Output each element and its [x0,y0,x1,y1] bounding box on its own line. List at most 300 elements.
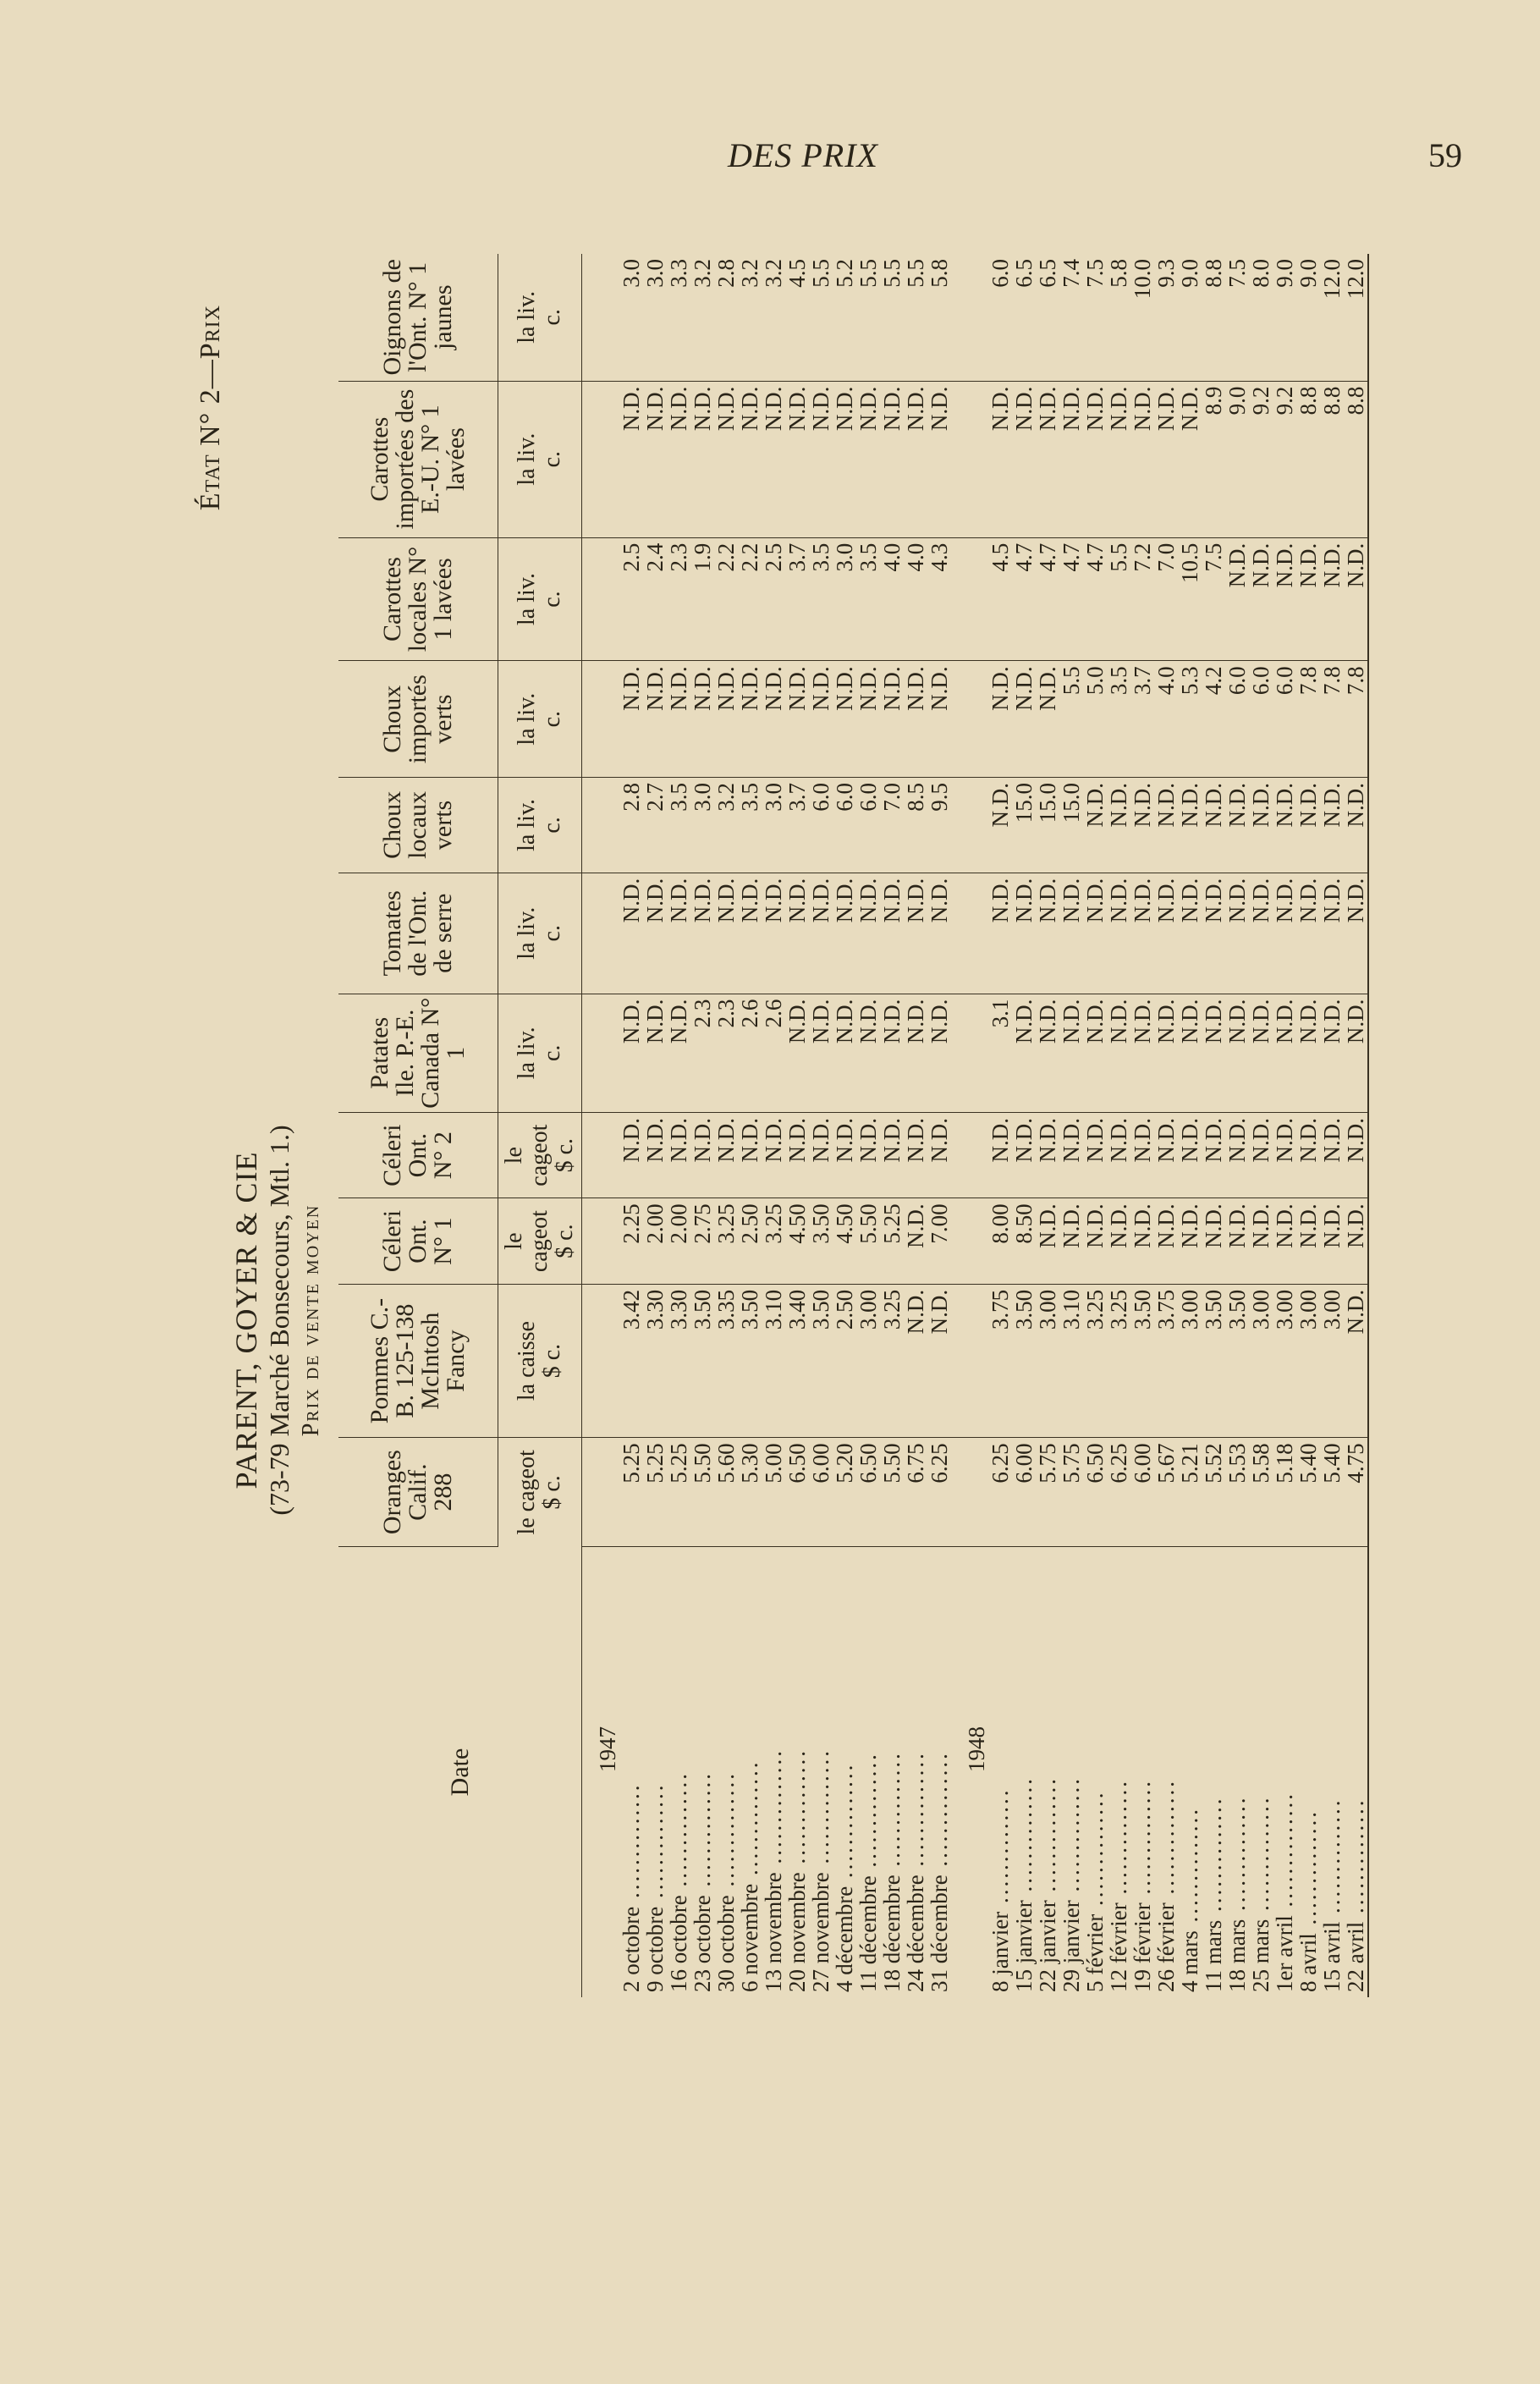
price-cell: 15.0 [1036,778,1059,873]
price-cell: N.D. [1012,381,1036,537]
price-cell: 8.5 [904,778,927,873]
year-row [582,254,620,1997]
column-currency-label: c. [539,450,565,468]
leader-dots: .............. [1248,1795,1273,1919]
price-cell: 5.5 [809,254,833,381]
empty-cell [582,381,620,537]
price-cell: 2.8 [714,254,738,381]
price-cell: 6.25 [1107,1438,1130,1547]
empty-cell [951,1198,988,1284]
price-cell: N.D. [1202,1198,1225,1284]
price-cell: 7.4 [1059,254,1083,381]
price-cell: 9.0 [1296,254,1320,381]
price-cell: 6.0 [809,778,833,873]
table-row [1225,254,1249,1997]
table-row [1273,254,1296,1997]
price-cell: N.D. [1249,994,1273,1112]
price-cell: N.D. [643,994,667,1112]
price-cell: N.D. [1012,994,1036,1112]
price-cell: N.D. [1296,1198,1320,1284]
price-cell: N.D. [762,381,785,537]
table-row [690,254,714,1997]
price-cell: N.D. [1036,994,1059,1112]
price-cell: N.D. [988,381,1012,537]
empty-cell [582,537,620,661]
price-cell: N.D. [1344,537,1368,661]
leader-dots: .............. [879,1751,905,1875]
price-cell: 5.8 [927,254,951,381]
leader-dots: .............. [642,1782,668,1907]
empty-cell [951,1284,988,1438]
price-cell: 5.52 [1202,1438,1225,1547]
price-cell: N.D. [1130,381,1154,537]
column-header: Pommes C.-B. 125-138 McIntosh Fancy [338,1284,498,1438]
price-cell: N.D. [1130,873,1154,994]
price-cell: 5.25 [667,1438,690,1547]
column-header-date: Date [338,1547,582,1998]
price-cell: N.D. [1178,1198,1202,1284]
date-cell [1202,1547,1225,1998]
price-cell: N.D. [1107,1112,1130,1198]
price-cell: 9.0 [1178,254,1202,381]
price-cell: 3.75 [988,1284,1012,1438]
price-cell: 5.50 [880,1438,904,1547]
table-row [1178,254,1202,1997]
price-cell: 4.0 [904,537,927,661]
price-cell: 7.5 [1225,254,1249,381]
price-cell: 3.00 [856,1284,880,1438]
leader-dots: .............. [1082,1790,1108,1914]
price-cell: N.D. [833,873,856,994]
empty-cell [582,873,620,994]
price-cell: 2.6 [762,994,785,1112]
price-cell: N.D. [1202,873,1225,994]
table-row [1344,254,1368,1997]
column-unit [498,537,582,661]
price-cell: N.D. [619,873,643,994]
price-cell: 3.0 [690,778,714,873]
price-cell: N.D. [1083,1198,1107,1284]
price-cell: 3.25 [1107,1284,1130,1438]
price-cell: N.D. [1225,1112,1249,1198]
price-cell: 3.35 [714,1284,738,1438]
column-header: Céleri Ont. N° 1 [338,1198,498,1284]
price-cell: 3.2 [762,254,785,381]
price-cell: N.D. [1154,778,1178,873]
table-row [927,254,951,1997]
leader-dots: .............. [737,1759,762,1884]
price-cell: N.D. [738,873,762,994]
price-cell: N.D. [1320,1112,1344,1198]
price-cell: 4.50 [785,1198,809,1284]
empty-cell [582,994,620,1112]
empty-cell [951,537,988,661]
price-cell: 3.25 [714,1198,738,1284]
price-cell: N.D. [1225,1198,1249,1284]
price-cell: 3.00 [1249,1284,1273,1438]
leader-dots: .............. [1059,1776,1084,1901]
leader-dots: .............. [855,1752,881,1876]
price-cell: 5.5 [1107,537,1130,661]
date-cell [1178,1547,1202,1998]
price-cell: N.D. [1344,873,1368,994]
price-cell: 12.0 [1344,254,1368,381]
date-text: 18 mars [1224,1919,1250,1992]
empty-cell [951,1438,988,1547]
price-cell: N.D. [1320,994,1344,1112]
column-header: Tomates de l'Ont. de serre [338,873,498,994]
price-cell: N.D. [619,381,643,537]
price-cell: 3.50 [809,1198,833,1284]
price-cell: N.D. [809,381,833,537]
price-cell: N.D. [619,661,643,778]
price-cell: 7.8 [1320,661,1344,778]
price-cell: N.D. [1154,1198,1178,1284]
date-cell [1083,1547,1107,1998]
column-currency-label: $ c. [552,1137,578,1173]
price-cell: N.D. [1320,1198,1344,1284]
price-cell: N.D. [785,994,809,1112]
price-cell: N.D. [856,994,880,1112]
price-cell: N.D. [714,381,738,537]
price-cell: 5.40 [1296,1438,1320,1547]
column-currency-label: c. [539,309,565,326]
column-header: Céleri Ont. N° 2 [338,1112,498,1198]
price-cell: 3.30 [667,1284,690,1438]
price-cell: N.D. [1154,873,1178,994]
price-cell: N.D. [1225,537,1249,661]
price-cell: 3.5 [667,778,690,873]
price-cell: 2.4 [643,537,667,661]
price-cell: 3.10 [762,1284,785,1438]
date-cell [1273,1547,1296,1998]
price-cell: N.D. [1344,1112,1368,1198]
price-cell: 5.25 [880,1198,904,1284]
price-cell: 3.7 [785,778,809,873]
empty-cell [951,1112,988,1198]
price-cell: 6.0 [856,778,880,873]
table-row [1036,254,1059,1997]
price-cell: N.D. [1107,381,1130,537]
price-cell: 6.75 [904,1438,927,1547]
price-cell: N.D. [904,381,927,537]
date-cell [1320,1547,1344,1998]
date-cell [1249,1547,1273,1998]
price-cell: 6.0 [988,254,1012,381]
price-cell: 2.5 [762,537,785,661]
price-cell: N.D. [1225,778,1249,873]
price-cell: 5.50 [856,1198,880,1284]
date-cell [667,1547,690,1998]
price-cell: 6.25 [927,1438,951,1547]
price-cell: N.D. [667,873,690,994]
price-cell: N.D. [1107,1198,1130,1284]
table-body [582,254,1369,1997]
table-row [1154,254,1178,1997]
price-cell: 5.67 [1154,1438,1178,1547]
column-unit [498,254,582,381]
price-cell: N.D. [1273,1112,1296,1198]
price-cell: N.D. [1036,1112,1059,1198]
date-cell [762,1547,785,1998]
price-cell: 5.75 [1036,1438,1059,1547]
price-cell: N.D. [880,661,904,778]
price-cell: 4.50 [833,1198,856,1284]
price-cell: N.D. [1012,873,1036,994]
price-cell: 5.25 [643,1438,667,1547]
empty-cell [951,381,988,537]
price-cell: N.D. [1178,778,1202,873]
price-cell: N.D. [1273,537,1296,661]
column-unit-label: la liv. [514,692,540,746]
price-cell: N.D. [714,1112,738,1198]
leader-dots: .............. [1272,1792,1297,1916]
price-cell: 4.5 [785,254,809,381]
leader-dots: .............. [808,1748,833,1873]
year-row [951,254,988,1997]
price-cell: N.D. [714,873,738,994]
price-cell: 1.9 [690,537,714,661]
price-cell: 3.00 [1296,1284,1320,1438]
price-cell: N.D. [1273,994,1296,1112]
price-cell: 3.25 [880,1284,904,1438]
date-cell [833,1547,856,1998]
date-text: 5 février [1082,1913,1108,1992]
price-cell: N.D. [1344,1284,1368,1438]
price-cell: N.D. [1083,994,1107,1112]
price-cell: N.D. [1083,381,1107,537]
date-cell [904,1547,927,1998]
price-cell: 6.25 [988,1438,1012,1547]
price-cell: N.D. [1130,778,1154,873]
empty-cell [582,1438,620,1547]
price-cell: N.D. [1154,1112,1178,1198]
price-cell: 3.50 [738,1284,762,1438]
empty-cell [951,873,988,994]
price-cell: 7.0 [1154,537,1178,661]
etat-label: État N° 2—Prix [195,305,226,511]
price-cell: N.D. [1344,778,1368,873]
date-text: 26 février [1153,1902,1179,1992]
date-text: 4 décembre [832,1886,857,1992]
price-cell: N.D. [809,1112,833,1198]
price-cell: N.D. [988,873,1012,994]
date-cell [1296,1547,1320,1998]
price-cell: N.D. [1296,994,1320,1112]
price-cell: 3.50 [1012,1284,1036,1438]
column-unit [498,381,582,537]
price-cell: 9.3 [1154,254,1178,381]
table-row [619,254,643,1997]
empty-cell [951,994,988,1112]
price-cell: 9.2 [1273,381,1296,537]
price-cell: 3.2 [714,778,738,873]
price-cell: 2.7 [643,778,667,873]
leader-dots: .............. [1130,1779,1155,1903]
table-row [1083,254,1107,1997]
price-cell: N.D. [809,873,833,994]
price-cell: N.D. [1083,1112,1107,1198]
table-row [809,254,833,1997]
price-cell: N.D. [690,873,714,994]
price-cell: N.D. [988,1112,1012,1198]
price-cell: 4.7 [1083,537,1107,661]
price-cell: 2.6 [738,994,762,1112]
table-row [988,254,1012,1997]
price-cell: N.D. [785,1112,809,1198]
price-cell: 9.0 [1273,254,1296,381]
price-cell: 5.20 [833,1438,856,1547]
price-cell: 8.00 [988,1198,1012,1284]
column-header: Carottes locales N° 1 lavées [338,537,498,661]
column-currency-label: $ c. [539,1475,565,1510]
table-row [762,254,785,1997]
price-cell: N.D. [833,381,856,537]
price-cell: N.D. [856,873,880,994]
price-cell: 3.5 [856,537,880,661]
column-unit-label: la liv. [514,432,540,486]
price-cell: 5.21 [1178,1438,1202,1547]
price-cell: N.D. [1296,778,1320,873]
column-header: Oignons de l'Ont. N° 1 jaunes [338,254,498,381]
price-cell: N.D. [1130,994,1154,1112]
price-cell: 6.5 [1012,254,1036,381]
price-cell: 5.0 [1083,661,1107,778]
price-table [338,254,1369,1997]
price-cell: N.D. [1059,994,1083,1112]
price-cell: N.D. [785,873,809,994]
date-text: 6 novembre [737,1883,762,1992]
price-cell: N.D. [667,994,690,1112]
date-cell [880,1547,904,1998]
price-cell: 5.3 [1178,661,1202,778]
price-cell: 7.8 [1344,661,1368,778]
date-text: 24 décembre [903,1875,928,1992]
price-cell: 5.5 [1059,661,1083,778]
date-cell [809,1547,833,1998]
price-cell: N.D. [1059,873,1083,994]
column-unit [498,1438,582,1547]
date-text: 20 novembre [784,1872,810,1992]
price-cell: 5.60 [714,1438,738,1547]
date-text: 27 novembre [808,1872,833,1992]
date-cell [785,1547,809,1998]
date-cell [1225,1547,1249,1998]
date-text: 15 avril [1319,1921,1345,1992]
year-label: 1948 [964,1726,989,1772]
price-cell: 2.3 [690,994,714,1112]
price-cell: N.D. [856,381,880,537]
table-row [1059,254,1083,1997]
price-cell: N.D. [1320,873,1344,994]
column-unit-label: la caisse [514,1321,540,1401]
price-cell: 9.2 [1249,381,1273,537]
price-cell: 5.50 [690,1438,714,1547]
price-cell: 2.00 [667,1198,690,1284]
column-header: Choux locaux verts [338,778,498,873]
price-cell: N.D. [904,994,927,1112]
empty-cell [582,778,620,873]
leader-dots: .............. [1319,1798,1345,1922]
date-text: 11 mars [1201,1919,1226,1992]
column-currency-label: $ c. [552,1224,578,1258]
price-cell: 3.0 [762,778,785,873]
price-cell: N.D. [1273,873,1296,994]
date-text: 12 février [1106,1902,1131,1992]
price-cell: 3.7 [1130,661,1154,778]
price-cell: 5.40 [1320,1438,1344,1547]
column-unit [498,661,582,778]
price-cell: 6.50 [1083,1438,1107,1547]
leader-dots: .............. [987,1787,1013,1912]
price-cell: N.D. [643,1112,667,1198]
price-cell: 2.3 [714,994,738,1112]
date-text: 19 février [1130,1902,1155,1992]
price-cell: N.D. [1059,381,1083,537]
empty-cell [582,1284,620,1438]
price-cell: 3.0 [833,537,856,661]
table-caption: Prix de vente moyen [298,1203,324,1437]
price-cell: N.D. [619,1112,643,1198]
price-cell: 8.8 [1320,381,1344,537]
price-cell: 3.5 [738,778,762,873]
date-cell [643,1547,667,1998]
date-text: 8 janvier [987,1911,1013,1992]
price-cell: 4.7 [1036,537,1059,661]
table-title: PARENT, GOYER & CIE [229,1151,263,1489]
price-cell: N.D. [1344,1198,1368,1284]
price-cell: 5.53 [1225,1438,1249,1547]
price-cell: N.D. [690,1112,714,1198]
table-row [643,254,667,1997]
column-unit-label: la liv. [514,573,540,625]
price-cell: 5.25 [619,1438,643,1547]
column-currency-label: c. [539,925,565,942]
price-cell: N.D. [988,778,1012,873]
date-text: 29 janvier [1059,1900,1084,1992]
price-cell: 4.5 [988,537,1012,661]
date-text: 22 janvier [1035,1900,1060,1992]
price-cell: 3.00 [1036,1284,1059,1438]
column-currency-label: c. [539,817,565,834]
price-cell: 3.00 [1320,1284,1344,1438]
leader-dots: .............. [1153,1779,1179,1903]
date-cell [1012,1547,1036,1998]
date-cell [619,1547,643,1998]
price-cell: N.D. [785,661,809,778]
price-cell: 3.3 [667,254,690,381]
running-head [0,135,1540,186]
price-cell: N.D. [667,381,690,537]
leader-dots: .............. [1035,1776,1060,1901]
price-cell: 7.2 [1130,537,1154,661]
price-cell: N.D. [738,381,762,537]
price-cell: 3.50 [1130,1284,1154,1438]
date-cell [927,1547,951,1998]
price-cell: 7.5 [1083,254,1107,381]
price-cell: 5.00 [762,1438,785,1547]
leader-dots: .............. [1201,1796,1226,1920]
leader-dots: .............. [690,1771,715,1896]
table-row [667,254,690,1997]
price-cell: N.D. [1273,778,1296,873]
price-cell: 9.5 [927,778,951,873]
price-cell: N.D. [1083,873,1107,994]
date-cell [690,1547,714,1998]
price-cell: 8.9 [1202,381,1225,537]
price-cell: N.D. [1036,1198,1059,1284]
price-cell: 4.75 [1344,1438,1368,1547]
